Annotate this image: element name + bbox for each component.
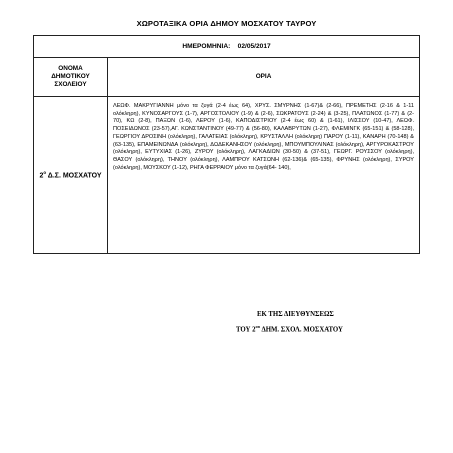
date-label: ΗΜΕΡΟΜΗΝΙΑ: bbox=[182, 43, 231, 50]
signature-ordinal-sup: ου bbox=[255, 324, 261, 329]
boundaries-table bbox=[33, 35, 420, 254]
school-column-header bbox=[34, 58, 108, 97]
signature-line-2 bbox=[236, 324, 453, 333]
school-header-line-3: ΣΧΟΛΕΙΟΥ bbox=[54, 81, 87, 88]
date-cell bbox=[34, 36, 420, 58]
school-ordinal-sup: ο bbox=[43, 170, 47, 176]
date-row bbox=[34, 36, 420, 58]
school-name: Δ.Σ. ΜΟΣΧΑΤΟΥ bbox=[47, 172, 102, 180]
table-row bbox=[34, 97, 420, 254]
signature-line-1: ΕΚ ΤΗΣ ΔΙΕΥΘΥΝΣΕΩΣ bbox=[257, 311, 334, 318]
signature-prefix: ΤΟΥ 2 bbox=[236, 326, 256, 334]
school-name-cell bbox=[34, 97, 108, 254]
school-header-line-1: ΟΝΟΜΑ bbox=[58, 65, 83, 72]
document-title: ΧΩΡΟΤΑΞΙΚΑ ΟΡΙΑ ΔΗΜΟΥ ΜΟΣΧΑΤΟΥ ΤΑΥΡΟΥ bbox=[136, 19, 317, 28]
school-header-line-2: ΔΗΜΟΤΙΚΟΥ bbox=[51, 73, 90, 80]
school-number: 2 bbox=[39, 172, 44, 180]
boundaries-column-header: ΟΡΙΑ bbox=[108, 58, 420, 97]
boundaries-cell: ΛΕΩΦ. ΜΑΚΡΥΓΙΑΝΝΗ μόνο τα ζυγά (2-4 έως 64), ΧΡΥΣ. ΣΜΥΡΝΗΣ (1-67)& (2-66), ΠΡΕΜΕΤΗΣ (2-16 & 1-11 ολόκληρη), ΚΥΝΟΣΑΡΓΟΥΣ (1-7), ΑΡΓΟΣΤΟΛΙΟΥ (1-9) & (2-6), ΣΩΚΡΑΤΟΥΣ (2-24) & (3-25), ΠΛΑΤΩΝΟΣ (1-77) & (2-70), ΚΩ (2-8), ΠΑΞΩΝ (1-6), ΛΕΡΟΥ (1-6), ΚΑΠΟΔΙΣΤΡΙΟΥ (2-4 έως 60) & (1-61), ΙΛΙΣΣΟΥ (10-47), ΛΕΩΦ. ΠΟΣΕΙΔΩΝΟΣ (23-57),ΑΓ. ΚΩΝΣΤΑΝΤΙΝΟΥ (49-77) & (56-80), ΚΑΛΑΒΡΥΤΩΝ (1-27), ΦΛΕΜΙΝΓΚ (65-151) & (58-128), ΓΕΩΡΓΙΟΥ ΔΡΟΣΙΝΗ (ολόκληρη), ΓΑΛΑΤΕΙΑΣ (ολόκληρη), ΚΡΥΣΤΑΛΛΗ (ολόκληρη) ΠΑΡΟΥ (1-11), ΚΑΝΑΡΗ (70-148) & (63-135), ΕΠΑΜΕΙΝΩΝΔΑ (ολόκληρη), ΔΩΔΕΚΑΝΗΣΟΥ (ολόκληρη), ΜΠΟΥΜΠΟΥΛΙΝΑΣ (ολόκληρη), ΑΡΓΥΡΟΚΑΣΤΡΟΥ (ολόκληρη), ΕΥΤΥΧΙΑΣ (1-26), ΖΥΡΟΥ (ολόκληρη), ΛΑΓΚΑΔΙΩΝ (30-50) & (37-51), ΓΕΩΡΓ. ΡΟΥΣΣΟΥ (ολόκληρη), ΘΑΣΟΥ (ολόκληρη), ΤΗΝΟΥ (ολόκληρη), ΛΑΜΠΡΟΥ ΚΑΤΣΩΝΗ (62-136)& (65-135), ΦΡΥΝΗΣ (ολόκληρη), ΣΥΡΟΥ (ολόκληρη), ΜΟΥΣΚΟΥ (1-12), ΡΗΓΑ ΦΕΡΡΑΙΟΥ μόνο τα ζυγά(64- 140), bbox=[108, 97, 420, 254]
header-row bbox=[34, 58, 420, 97]
date-value: 02/05/2017 bbox=[237, 43, 271, 50]
signature-suffix: ΔΗΜ. ΣΧΟΛ. ΜΟΣΧΑΤΟΥ bbox=[260, 326, 343, 334]
